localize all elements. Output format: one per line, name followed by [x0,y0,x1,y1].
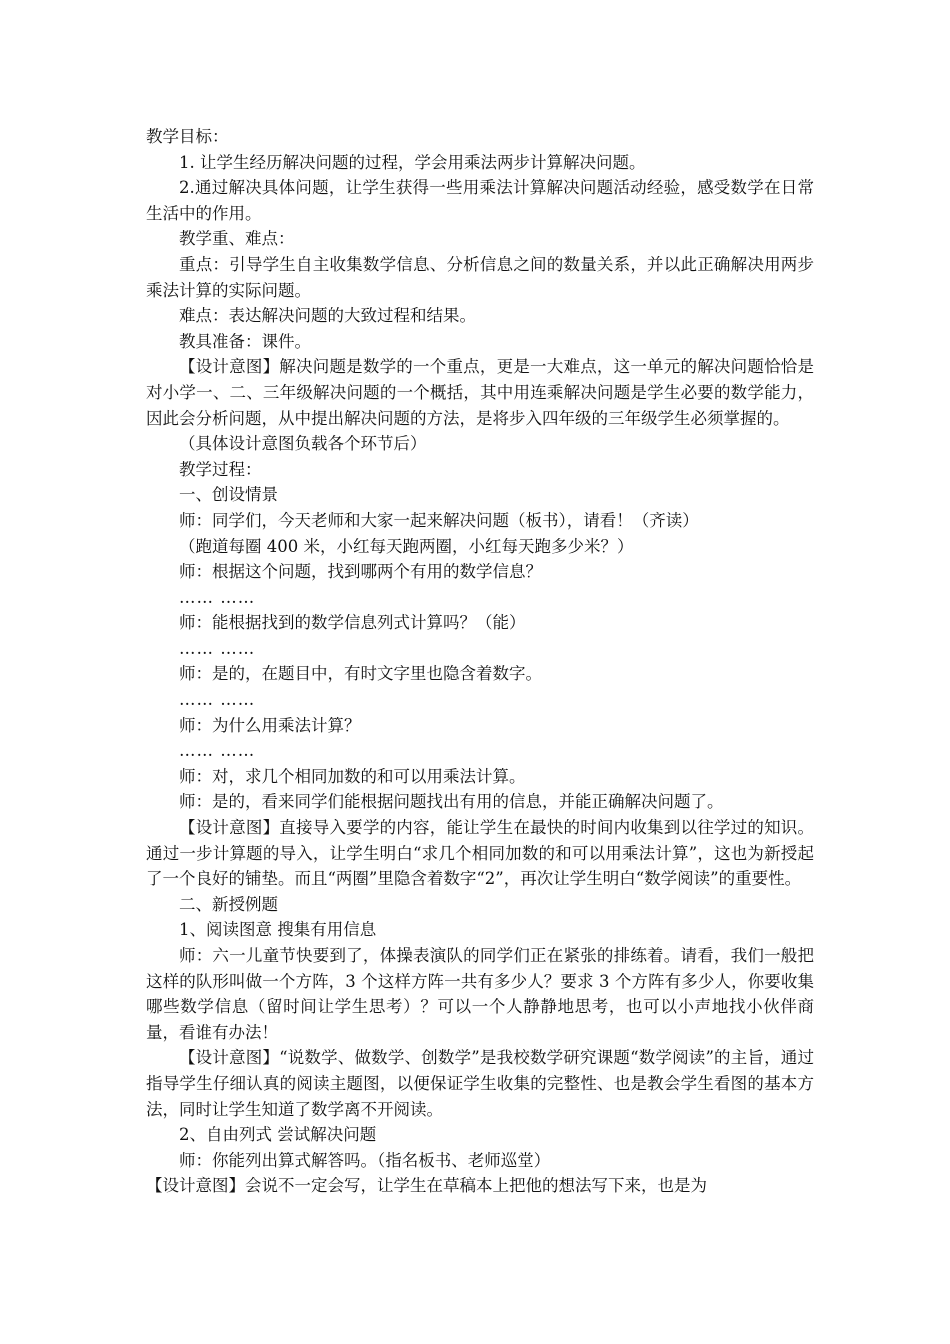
paragraph: 教学重、难点： [179,229,295,249]
paragraph: 师：是的，看来同学们能根据问题找出有用的信息，并能正确解决问题了。 [179,792,724,812]
subsection-heading: 2、自由列式 尝试解决问题 [179,1125,377,1145]
paragraph: 【设计意图】“说数学、做数学、创数学”是我校数学研究课题“数学阅读”的主旨，通过指导学生仔细认真的阅读主题图，以便保证学生收集的完整性、也是教会学生看图的基本方法，同时让学生知道了数学离不开阅读。 [146,1048,814,1119]
paragraph: 难点：表达解决问题的大致过程和结果。 [179,306,476,326]
section-heading: 一、创设情景 [179,485,278,505]
paragraph: 师：同学们，今天老师和大家一起来解决问题（板书），请看！（齐读） [179,510,699,530]
paragraph: 1. 让学生经历解决问题的过程，学会用乘法两步计算解决问题。 [179,152,646,172]
paragraph: 重点：引导学生自主收集数学信息、分析信息之间的数量关系，并以此正确解决用两步乘法计算的实际问题。 [146,254,814,300]
paragraph: （具体设计意图负载各个环节后） [179,434,427,454]
subsection-heading: 1、阅读图意 搜集有用信息 [179,920,377,940]
paragraph: 【设计意图】会说不一定会写，让学生在草稿本上把他的想法写下来，也是为 [146,1176,707,1196]
paragraph: 【设计意图】解决问题是数学的一个重点，更是一大难点，这一单元的解决问题恰恰是对小学一、二、三年级解决问题的一个概括，其中用连乘解决问题是学生必要的数学能力，因此会分析问题，从中提出解决问题的方法，是将步入四年级的三年级学生必须掌握的。 [146,357,814,428]
ellipsis-line: …… …… [179,690,256,710]
paragraph: 师：你能列出算式解答吗。（指名板书、老师巡堂） [179,1150,551,1170]
ellipsis-line: …… …… [179,587,256,607]
paragraph: 师：能根据找到的数学信息列式计算吗？（能） [179,613,526,633]
paragraph: 教具准备：课件。 [179,331,311,351]
paragraph: 师：根据这个问题，找到哪两个有用的数学信息？ [179,562,542,582]
paragraph: 【设计意图】直接导入要学的内容，能让学生在最快的时间内收集到以往学过的知识。通过一步计算题的导入，让学生明白“求几个相同加数的和可以用乘法计算”，这也为新授起了一个良好的铺垫。而且“两圈”里隐含着数字“2”，再次让学生明白“数学阅读”的重要性。 [146,818,814,889]
ellipsis-line: …… …… [179,638,256,658]
paragraph: 教学目标： [146,127,229,146]
document-page [146,124,814,1199]
section-heading: 二、新授例题 [179,894,278,914]
paragraph: 师：对，求几个相同加数的和可以用乘法计算。 [179,766,526,786]
paragraph: 师：为什么用乘法计算？ [179,715,361,735]
paragraph: 师：六一儿童节快要到了，体操表演队的同学们正在紧张的排练着。请看，我们一般把这样的队形叫做一个方阵，3 个这样方阵一共有多少人？要求 3 个方阵有多少人，你要收集哪些数学信息（留时间让学生思考）？可以一个人静静地思考，也可以小声地找小伙伴商量，看谁有办法！ [146,946,814,1042]
paragraph: 2.通过解决具体问题，让学生获得一些用乘法计算解决问题活动经验，感受数学在日常生活中的作用。 [146,178,814,223]
ellipsis-line: …… …… [179,741,256,761]
paragraph: （跑道每圈 400 米，小红每天跑两圈，小红每天跑多少米？） [179,536,634,556]
paragraph: 教学过程： [179,459,262,479]
paragraph: 师：是的，在题目中，有时文字里也隐含着数字。 [179,664,542,684]
